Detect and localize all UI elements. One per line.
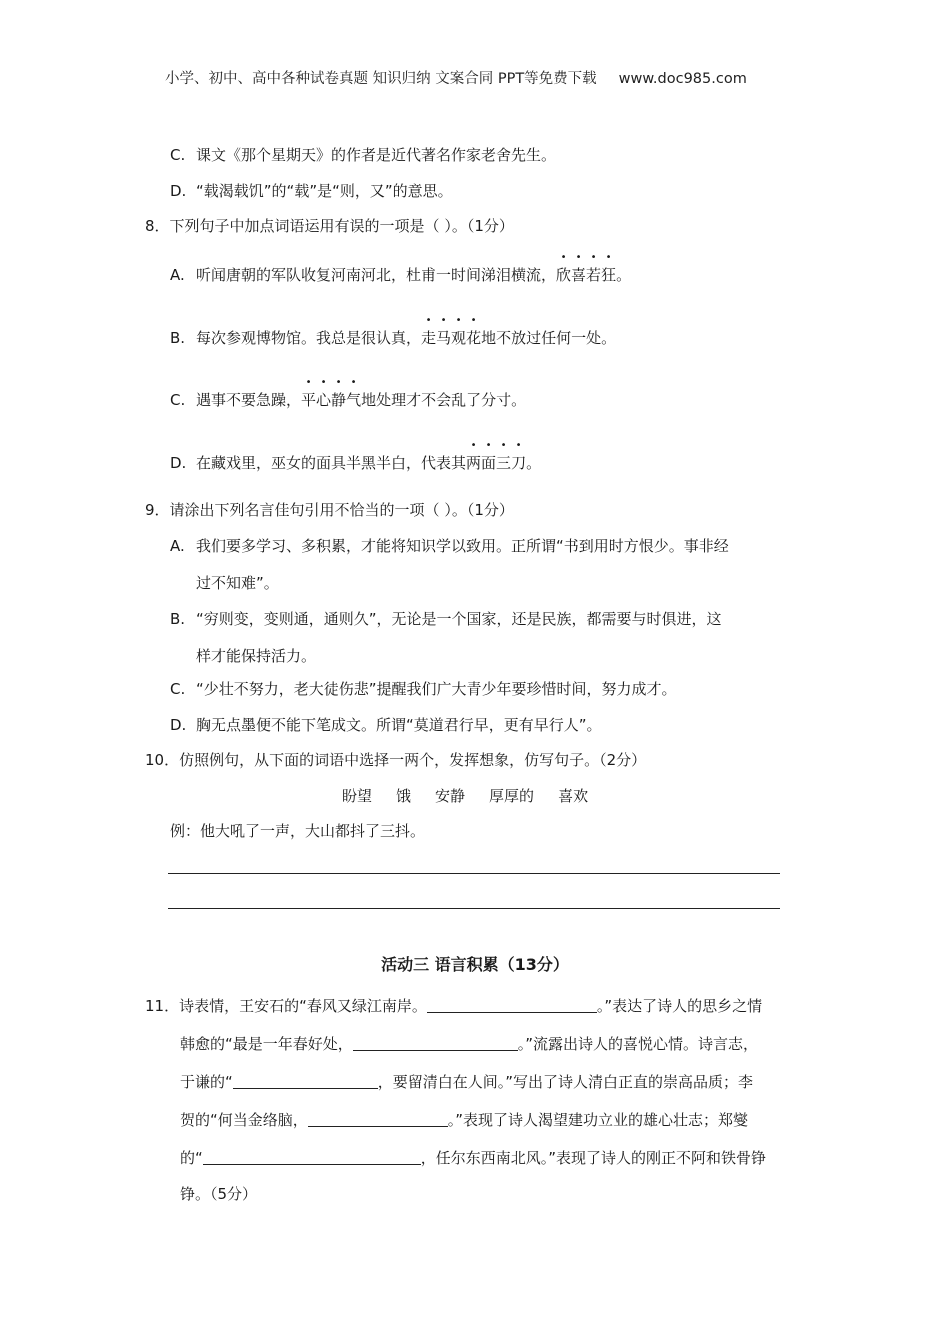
q11-line-1: 11．诗表情，王安石的“春风又绿江南岸。 。”表达了诗人的思乡之情 (145, 997, 763, 1015)
q8-option-a: A. 听闻唐朝的军队收复河南河北，杜甫一时间涕泪横流，欣喜若狂。 (170, 266, 632, 284)
word: 喜欢 (558, 787, 589, 805)
blank-2[interactable] (353, 1034, 518, 1051)
q9-option-a-cont: 过不知难”。 (196, 574, 279, 592)
header-text: 小学、初中、高中各种试卷真题 知识归纳 文案合同 PPT等免费下载 (165, 71, 597, 87)
header-site: www.doc985.com (618, 71, 747, 87)
answer-line-2[interactable] (168, 908, 780, 909)
blank-4[interactable] (308, 1110, 448, 1127)
q9-option-c: C. “少壮不努力，老大徒伤悲”提醒我们广大青少年要珍惜时间，努力成才。 (170, 680, 677, 698)
q11-line-2: 韩愈的“最是一年春好处， 。”流露出诗人的喜悦心情。诗言志， (180, 1035, 759, 1053)
q9-stem: 9．请涂出下列名言佳句引用不恰当的一项（ ）。（1分） (145, 501, 514, 519)
q9-option-d: D. 胸无点墨便不能下笔成文。所谓“莫道君行早，更有早行人”。 (170, 716, 602, 734)
q11-line-6: 铮。（5分） (180, 1185, 258, 1203)
q9-option-b-cont: 样才能保持活力。 (196, 647, 317, 665)
q8-stem: 8．下列句子中加点词语运用有误的一项是（ ）。（1分） (145, 217, 514, 235)
q7-option-c: C. 课文《那个星期天》的作者是近代著名作家老舍先生。 (170, 146, 557, 164)
word: 饿 (396, 787, 412, 805)
q8-option-c: C. 遇事不要急躁，平心静气地处理才不会乱了分寸。 (170, 391, 527, 409)
page-header (165, 68, 747, 90)
q11-line-3: 于谦的“ ，要留清白在人间。”写出了诗人清白正直的崇高品质；李 (180, 1073, 754, 1091)
answer-line-1[interactable] (168, 873, 780, 874)
q10-stem: 10．仿照例句，从下面的词语中选择一两个，发挥想象，仿写句子。（2分） (145, 751, 647, 769)
q7-option-d: D. “载渴载饥”的“载”是“则，又”的意思。 (170, 182, 453, 200)
word: 厚厚的 (489, 787, 535, 805)
q11-line-5: 的“ ，任尔东西南北风。”表现了诗人的刚正不阿和铁骨铮 (180, 1149, 767, 1167)
q10-example: 例：他大吼了一声，大山都抖了三抖。 (170, 822, 426, 840)
q10-word-list (342, 785, 612, 807)
q9-option-b: B. “穷则变，变则通，通则久”，无论是一个国家，还是民族，都需要与时俱进，这 (170, 610, 722, 628)
q8-option-d: D. 在藏戏里，巫女的面具半黑半白，代表其两面三刀。 (170, 454, 542, 472)
q8-option-b: B. 每次参观博物馆。我总是很认真，走马观花地不放过任何一处。 (170, 329, 617, 347)
blank-1[interactable] (427, 996, 597, 1013)
section-title: 活动三 语言积累（13分） (381, 955, 569, 974)
q9-option-a: A. 我们要多学习、多积累，才能将知识学以致用。正所谓“书到用时方恨少。事非经 (170, 537, 729, 555)
blank-3[interactable] (233, 1072, 378, 1089)
q11-line-4: 贺的“何当金络脑， 。”表现了诗人渴望建功立业的雄心壮志；郑燮 (180, 1111, 749, 1129)
word: 盼望 (342, 787, 373, 805)
blank-5[interactable] (203, 1148, 421, 1165)
word: 安静 (435, 787, 466, 805)
